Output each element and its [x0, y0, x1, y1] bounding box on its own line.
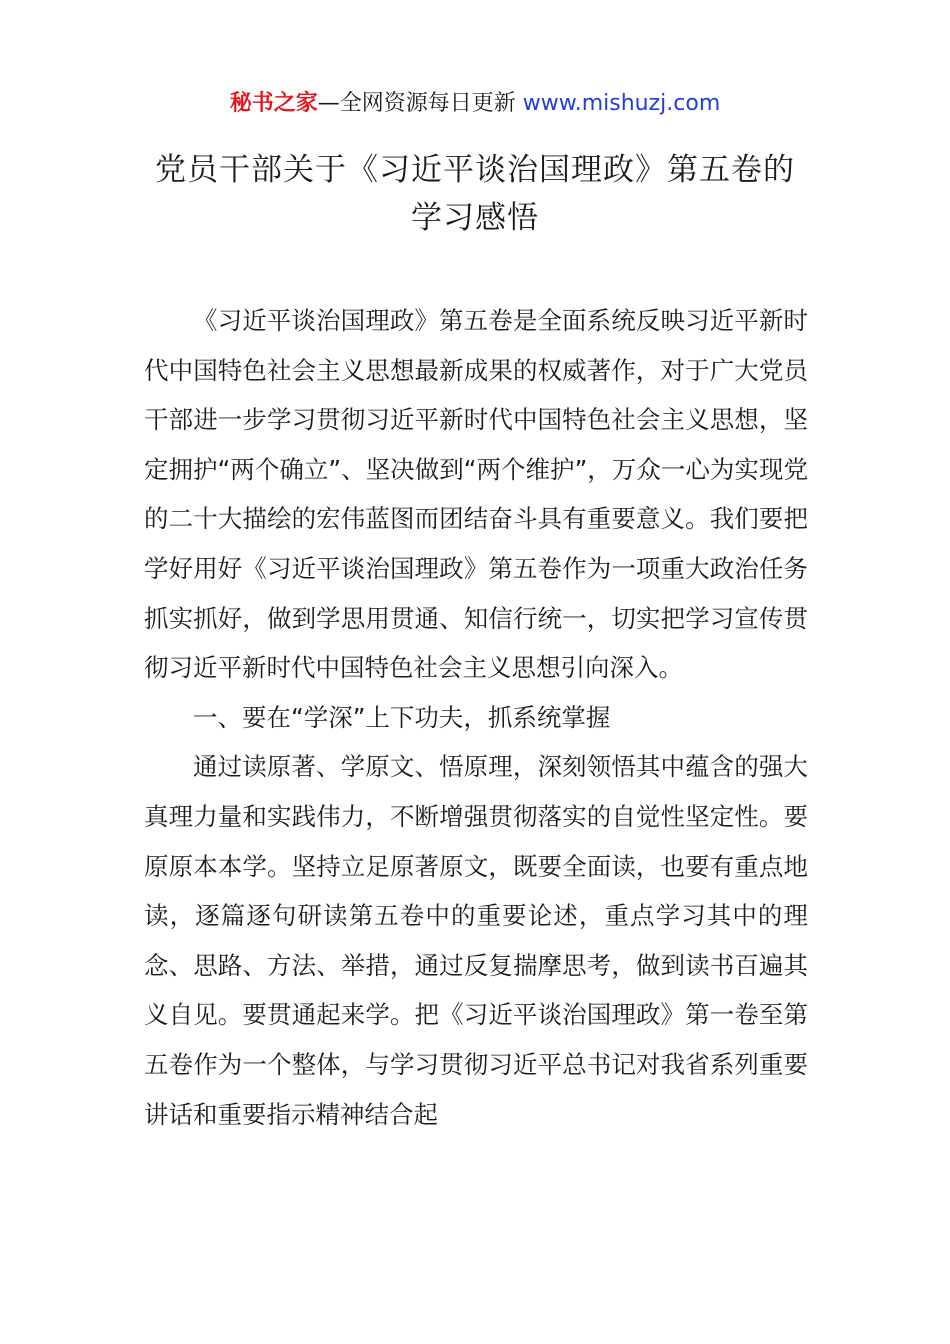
- document-title: [60, 146, 890, 242]
- title-line-1: 党员干部关于《习近平谈治国理政》第五卷的: [155, 152, 795, 188]
- site-url-link[interactable]: www.mishuzj.com: [522, 91, 721, 116]
- site-tagline: —全网资源每日更新: [317, 91, 523, 116]
- document-body: [144, 296, 808, 1139]
- section-paragraph: 通过读原著、学原文、悟原理，深刻领悟其中蕴含的强大真理力量和实践伟力，不断增强贯彻落实的自觉性坚定性。要原原本本学。坚持立足原著原文，既要全面读，也要有重点地读，逐篇逐句研读第五卷中的重要论述，重点学习其中的理念、思路、方法、举措，通过反复揣摩思考，做到读书百遍其义自见。要贯通起来学。把《习近平谈治国理政》第一卷至第五卷作为一个整体，与学习贯彻习近平总书记对我省系列重要讲话和重要指示精神结合起: [144, 752, 808, 1129]
- title-line-2: 学习感悟: [411, 200, 539, 236]
- site-brand: 秘书之家: [229, 91, 318, 116]
- intro-paragraph: 《习近平谈治国理政》第五卷是全面系统反映习近平新时代中国特色社会主义思想最新成果的权威著作，对于广大党员干部进一步学习贯彻习近平新时代中国特色社会主义思想，坚定拥护“两个确立”、坚决做到“两个维护”，万众一心为实现党的二十大描绘的宏伟蓝图而团结奋斗具有重要意义。我们要把学好用好《习近平谈治国理政》第五卷作为一项重大政治任务抓实抓好，做到学思用贯通、知信行统一，切实把学习宣传贯彻习近平新时代中国特色社会主义思想引向深入。: [144, 306, 808, 683]
- section-heading: 一、要在“学深”上下功夫，抓系统掌握: [193, 702, 611, 732]
- site-header: [0, 86, 950, 122]
